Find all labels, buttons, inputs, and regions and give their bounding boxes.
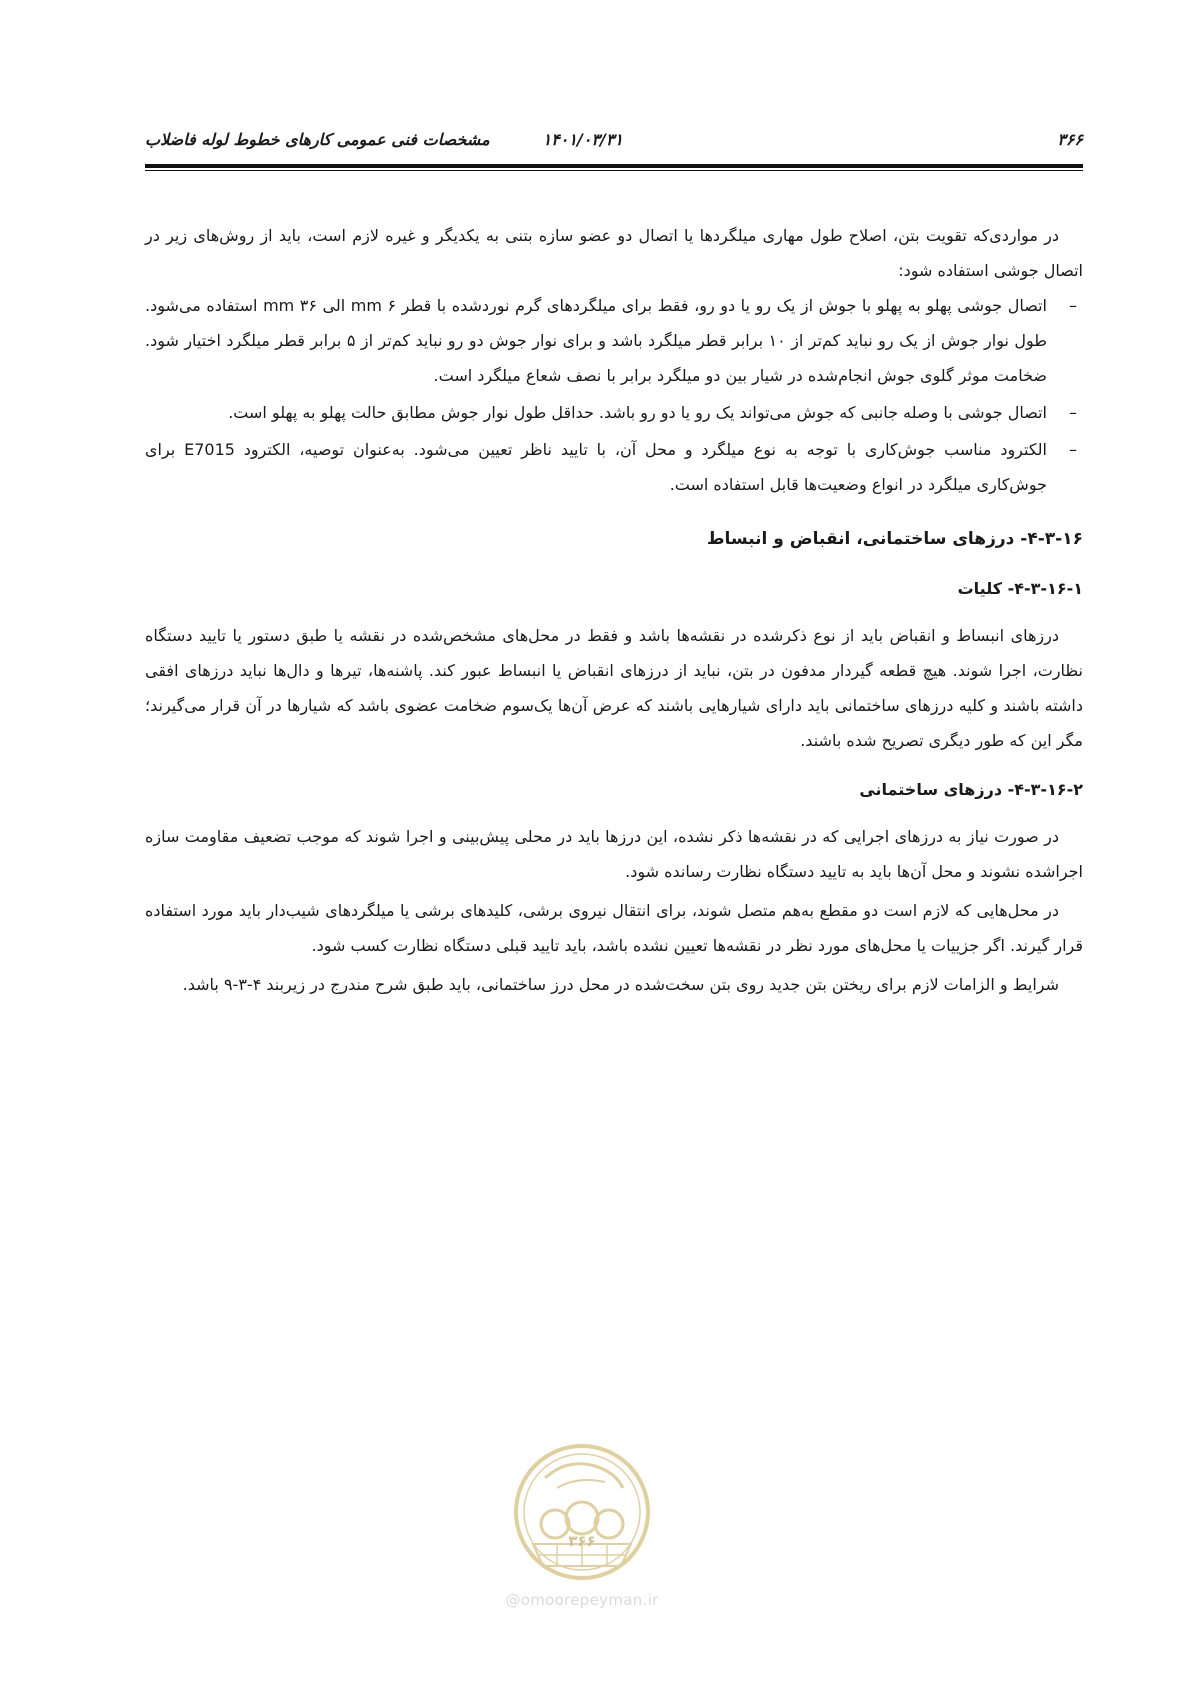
- list-item: – اتصال جوشی با وصله جانبی که جوش می‌تواند یک رو یا دو رو باشد. حداقل طول نوار جوش مطابق حالت پهلو به پهلو است.: [145, 395, 1047, 430]
- list-item: – الکترود مناسب جوش‌کاری با توجه به نوع میلگرد و محل آن، با تایید ناظر تعیین می‌شود. به‌عنوان توصیه، الکترود E7015 برای جوش‌کاری میلگرد در انواع وضعیت‌ها قابل استفاده است.: [145, 432, 1047, 502]
- body-content: [145, 218, 1083, 1002]
- watermark-url: @omoorepeyman.ir: [505, 1591, 659, 1609]
- running-header: [145, 128, 1083, 162]
- header-title: مشخصات فنی عمومی کارهای خطوط لوله فاضلاب: [145, 130, 490, 149]
- subsection-heading-construction-joints: ۴-۳-۱۶-۲- درزهای ساختمانی: [859, 780, 1083, 799]
- watermark-page-number: ۳۶۶: [568, 1532, 596, 1550]
- subsection-heading-general: ۴-۳-۱۶-۱- کلیات: [957, 579, 1083, 598]
- header-rule-thin: [145, 170, 1083, 171]
- general-paragraph: درزهای انبساط و انقباض باید از نوع ذکرشده در نقشه‌ها باشد و فقط در محل‌های مشخص‌شده در نقشه یا طبق دستور یا تایید دستگاه نظارت، اجرا شوند. هیچ قطعه گیردار مدفون در بتن، نباید از درزهای انقباض یا انبساط عبور کند. پاشنه‌ها، تیرها و دال‌ها نباید درزهای افقی داشته باشند و کلیه درزهای ساختمانی باید دارای شیارهایی باشند که عرض آن‌ها یک‌سوم ضخامت عضوی باشد که شیارها در آن قرار می‌گیرند؛ مگر این که طور دیگری تصریح شده باشند.: [145, 626, 1083, 750]
- section-heading: ۴-۳-۱۶- درزهای ساختمانی، انقباض و انبساط: [706, 529, 1083, 549]
- header-page-number: ۳۶۶: [1057, 130, 1083, 149]
- paragraph: شرایط و الزامات لازم برای ریختن بتن جدید روی بتن سخت‌شده در محل درز ساختمانی، باید طبق شرح مندرج در زیربند ۴-۳-۹ باشد.: [182, 975, 1059, 994]
- list-item: – اتصال جوشی پهلو به پهلو با جوش از یک رو یا دو رو، فقط برای میلگردهای گرم نوردشده با قطر mm ۶ الی mm ۳۶ استفاده می‌شود. طول نوار جوش از یک رو نباید کم‌تر از ۱۰ برابر قطر میلگرد باشد و برای نوار جوش دو رو نباید کم‌تر از ۵ برابر قطر میلگرد اختیار شود. ضخامت موثر گلوی جوش انجام‌شده در شیار بین دو میلگرد برابر با نصف شعاع میلگرد است.: [145, 288, 1047, 393]
- watermark-stamp: [497, 1440, 667, 1610]
- welding-methods-list: [145, 288, 1083, 502]
- watermark-seal-icon: [497, 1440, 667, 1590]
- header-rule-thick: [145, 164, 1083, 168]
- paragraph: در صورت نیاز به درزهای اجرایی که در نقشه‌ها ذکر نشده، این درزها باید در محلی پیش‌بینی و اجرا شوند که موجب تضعیف مقاومت سازه اجراشده نشوند و محل آن‌ها باید به تایید دستگاه نظارت رسانده شود.: [145, 827, 1083, 881]
- intro-paragraph: در مواردی‌که تقویت بتن، اصلاح طول مهاری میلگردها یا اتصال دو عضو سازه بتنی به یکدیگر و غیره لازم است، باید از روش‌های زیر در اتصال جوشی استفاده شود:: [145, 226, 1083, 280]
- header-date: ۱۴۰۱/۰۳/۳۱: [542, 130, 623, 149]
- paragraph: در محل‌هایی که لازم است دو مقطع به‌هم متصل شوند، برای انتقال نیروی برشی، کلیدهای برشی یا میلگردهای شیب‌دار باید مورد استفاده قرار گیرند. اگر جزییات یا محل‌های مورد نظر در نقشه‌ها تعیین نشده باشد، باید تایید قبلی دستگاه نظارت کسب شود.: [145, 901, 1083, 955]
